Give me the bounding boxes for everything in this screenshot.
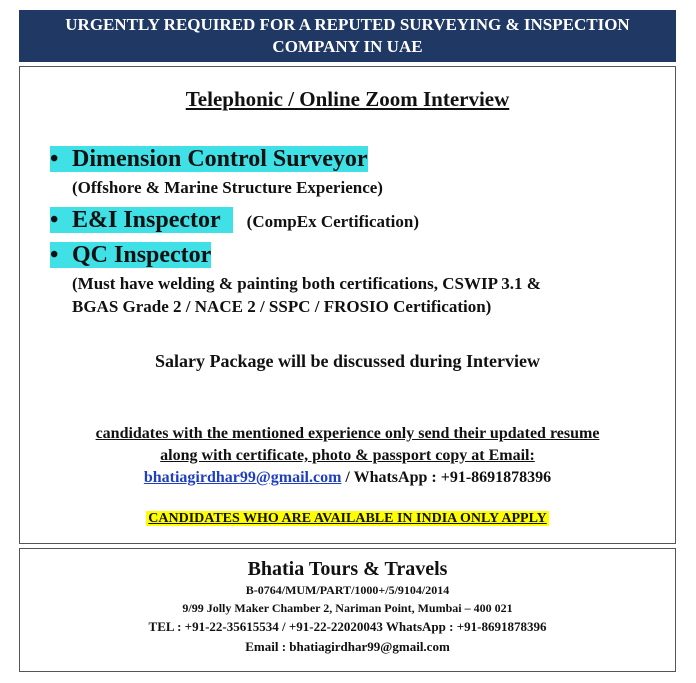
position-2-highlight bbox=[50, 207, 233, 233]
position-item-3 bbox=[50, 241, 211, 269]
position-1-title: Dimension Control Surveyor bbox=[72, 146, 368, 172]
position-item-1 bbox=[50, 145, 368, 173]
company-address: 9/99 Jolly Maker Chamber 2, Nariman Point, Mumbai – 400 021 bbox=[182, 601, 513, 615]
instructions-line-2: along with certificate, photo & passport copy at Email: bbox=[160, 447, 535, 464]
bullet-icon: • bbox=[50, 207, 59, 233]
position-2-note: (CompEx Certification) bbox=[246, 212, 419, 231]
availability-highlight: CANDIDATES WHO ARE AVAILABLE IN INDIA ONLY APPLY bbox=[148, 511, 547, 526]
whatsapp-text: / WhatsApp : +91-8691878396 bbox=[341, 469, 552, 486]
availability-notice bbox=[20, 509, 675, 527]
header-banner bbox=[19, 10, 676, 62]
bullet-icon: • bbox=[50, 242, 59, 268]
license-number: B-0764/MUM/PART/1000+/5/9104/2014 bbox=[245, 583, 450, 597]
interview-title: Telephonic / Online Zoom Interview bbox=[185, 87, 510, 111]
salary-note: Salary Package will be discussed during Interview bbox=[154, 351, 540, 371]
company-name: Bhatia Tours & Travels bbox=[247, 558, 448, 580]
position-1-highlight bbox=[50, 146, 368, 172]
job-details-panel bbox=[19, 66, 676, 544]
position-3-highlight bbox=[50, 242, 211, 268]
position-item-2 bbox=[50, 206, 419, 234]
banner-line-2: COMPANY IN UAE bbox=[272, 37, 423, 56]
position-3-note-line-1: (Must have welding & painting both certifications, CSWIP 3.1 & bbox=[72, 274, 541, 293]
contact-line bbox=[20, 467, 675, 489]
position-3-note-line-2: BGAS Grade 2 / NACE 2 / SSPC / FROSIO Certification) bbox=[72, 297, 492, 316]
bullet-icon: • bbox=[50, 146, 59, 172]
application-instructions bbox=[20, 423, 675, 489]
banner-line-1: URGENTLY REQUIRED FOR A REPUTED SURVEYING & INSPECTION bbox=[65, 15, 630, 34]
instructions-line-1: candidates with the mentioned experience only send their updated resume bbox=[95, 425, 600, 442]
position-1-note: (Offshore & Marine Structure Experience) bbox=[72, 178, 383, 197]
position-2-title: E&I Inspector bbox=[72, 207, 221, 233]
position-3-title: QC Inspector bbox=[72, 242, 212, 268]
email-link[interactable]: bhatiagirdhar99@gmail.com bbox=[143, 469, 342, 486]
company-phone: TEL : +91-22-35615534 / +91-22-22020043 WhatsApp : +91-8691878396 bbox=[148, 619, 547, 634]
company-email: Email : bhatiagirdhar99@gmail.com bbox=[245, 639, 450, 654]
agency-footer bbox=[19, 548, 676, 672]
